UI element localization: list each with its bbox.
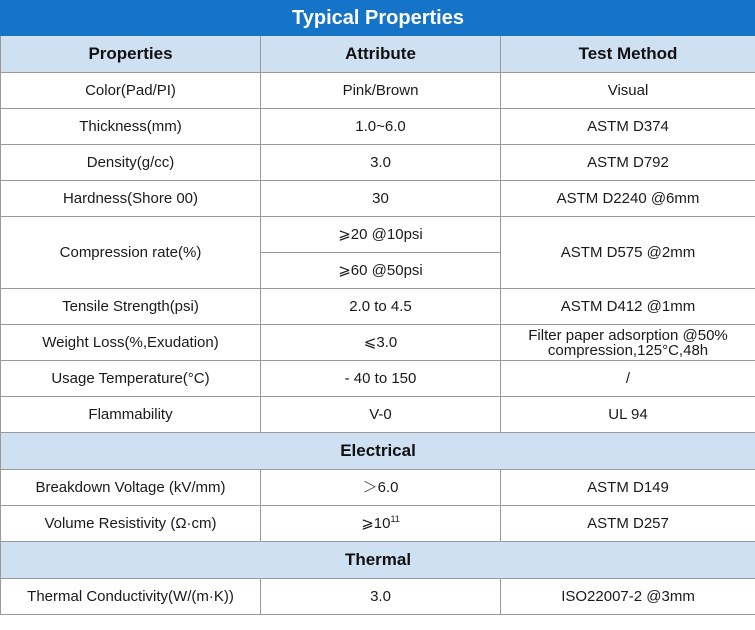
test-method-cell: ASTM D374 — [501, 109, 755, 145]
test-method-cell: / — [501, 361, 755, 397]
test-method-cell: ASTM D792 — [501, 145, 755, 181]
property-cell: Thermal Conductivity(W/(m·K)) — [1, 579, 261, 615]
test-method-cell: ASTM D2240 @6mm — [501, 181, 755, 217]
attribute-cell — [261, 506, 501, 542]
table-row — [1, 506, 755, 542]
property-cell: Density(g/cc) — [1, 145, 261, 181]
test-method-cell: ISO22007-2 @3mm — [501, 579, 755, 615]
test-method-cell: Filter paper adsorption @50% compression,125°C,48h — [501, 325, 755, 361]
test-method-cell: ASTM D412 @1mm — [501, 289, 755, 325]
table-row — [1, 289, 755, 325]
attribute-cell: ⩾20 @10psi — [261, 217, 501, 253]
table-row — [1, 109, 755, 145]
property-cell: Volume Resistivity (Ω·cm) — [1, 506, 261, 542]
section-title: Electrical — [1, 433, 755, 470]
property-cell: Compression rate(%) — [1, 217, 261, 289]
table-title: Typical Properties — [1, 1, 755, 36]
attribute-exponent: 11 — [390, 513, 400, 524]
property-cell: Breakdown Voltage (kV/mm) — [1, 470, 261, 506]
property-cell: Thickness(mm) — [1, 109, 261, 145]
table-header-row — [1, 36, 755, 73]
property-cell: Hardness(Shore 00) — [1, 181, 261, 217]
attribute-base: ⩾10 — [361, 514, 391, 532]
property-cell: Tensile Strength(psi) — [1, 289, 261, 325]
table-row — [1, 181, 755, 217]
attribute-cell: 3.0 — [261, 145, 501, 181]
table-row — [1, 397, 755, 433]
table-row — [1, 470, 755, 506]
table-row — [1, 145, 755, 181]
attribute-cell: 2.0 to 4.5 — [261, 289, 501, 325]
property-cell: Weight Loss(%,Exudation) — [1, 325, 261, 361]
section-title: Thermal — [1, 542, 755, 579]
attribute-cell: V-0 — [261, 397, 501, 433]
attribute-cell: Pink/Brown — [261, 73, 501, 109]
test-method-cell: Visual — [501, 73, 755, 109]
attribute-cell: ＞6.0 — [261, 470, 501, 506]
attribute-cell: 3.0 — [261, 579, 501, 615]
test-method-cell: ASTM D149 — [501, 470, 755, 506]
table-row — [1, 361, 755, 397]
test-method-cell: ASTM D575 @2mm — [501, 217, 755, 289]
table-row — [1, 325, 755, 361]
table-title-row — [1, 1, 755, 36]
header-test-method: Test Method — [501, 36, 755, 73]
header-attribute: Attribute — [261, 36, 501, 73]
attribute-cell: ⩾60 @50psi — [261, 253, 501, 289]
header-properties: Properties — [1, 36, 261, 73]
test-method-cell: UL 94 — [501, 397, 755, 433]
attribute-cell: 1.0~6.0 — [261, 109, 501, 145]
attribute-cell: ⩽3.0 — [261, 325, 501, 361]
table-row — [1, 579, 755, 615]
section-header-electrical — [1, 433, 755, 470]
property-cell: Color(Pad/PI) — [1, 73, 261, 109]
table-row — [1, 217, 755, 253]
attribute-cell: 30 — [261, 181, 501, 217]
section-header-thermal — [1, 542, 755, 579]
table-row — [1, 73, 755, 109]
property-cell: Usage Temperature(°C) — [1, 361, 261, 397]
property-cell: Flammability — [1, 397, 261, 433]
test-method-cell: ASTM D257 — [501, 506, 755, 542]
attribute-cell: - 40 to 150 — [261, 361, 501, 397]
